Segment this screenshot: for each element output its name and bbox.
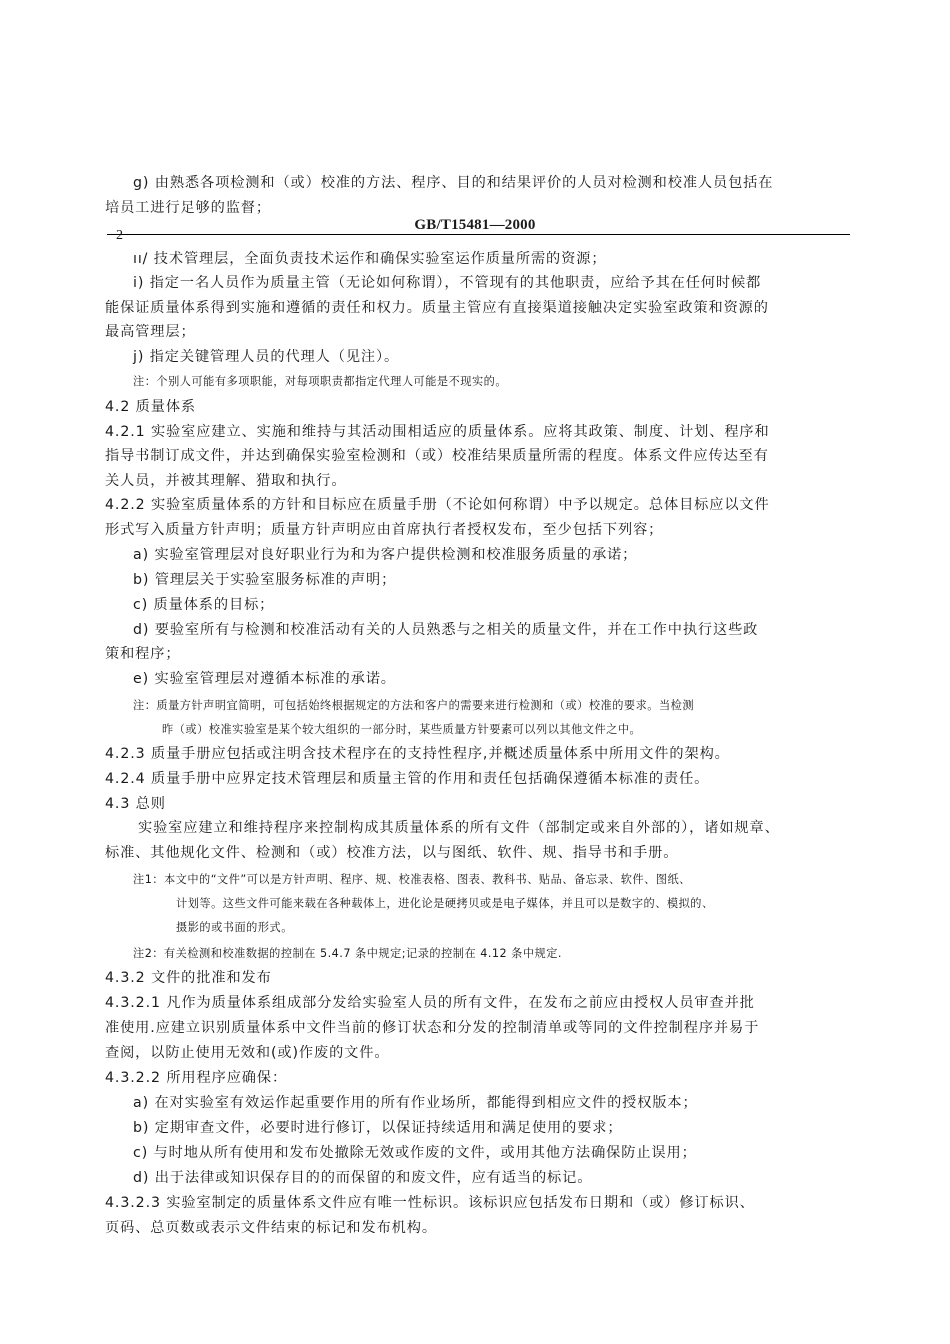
text-line: 培员工进行足够的监督； (105, 200, 271, 216)
list-item: a) 实验室管理层对良好职业行为和为客户提供检测和校准服务质量的承诺； (133, 547, 638, 563)
list-item: d) 出于法律或知识保存目的的而保留的和废文件，应有适当的标记。 (133, 1170, 593, 1186)
text-line: 能保证质量体系得到实施和遵循的责任和权力。质量主管应有直接渠道接触决定实验室政策和资源的 (105, 300, 769, 316)
text-line: 准使用.应建立识别质量体系中文件当前的修订状态和分发的控制清单或等同的文件控制程序并易于 (105, 1020, 760, 1036)
text-line: 关人员，并被其理解、猎取和执行。 (105, 473, 347, 489)
note-line: 昨（或）校准实验室是某个较大组织的一部分时，某些质量方针要素可以列以其他文件之中。 (162, 723, 642, 736)
list-item: e) 实验室管理层对遵循本标准的承诺。 (133, 671, 396, 687)
text-line: 4.2.3 质量手册应包括或注明含技术程序在的支持性程序,并概述质量体系中所用文件的架构。 (105, 746, 730, 762)
text-line: 4.2.2 实验室质量体系的方针和目标应在质量手册（不论如何称谓）中予以规定。总体目标应以文件 (105, 497, 770, 513)
list-item: d) 要验室所有与检测和校准活动有关的人员熟悉与之相关的质量文件，并在工作中执行这些政 (133, 622, 759, 638)
page-number: 2 (116, 228, 123, 243)
text-line: i) 指定一名人员作为质量主管（无论如何称谓），不管现有的其他职责，应给予其在任何时候都 (133, 275, 762, 291)
note-line: 注：质量方针声明宜简明，可包括始终根据规定的方法和客户的需要来进行检测和（或）校准的要求。当检测 (133, 699, 695, 712)
section-heading: 4.3.2.2 所用程序应确保： (105, 1070, 288, 1086)
note-line: 注：个别人可能有多项职能，对每项职责都指定代理人可能是不现实的。 (133, 375, 508, 388)
text-line: 4.2.4 质量手册中应界定技术管理层和质量主管的作用和责任包括确保遵循本标准的责任。 (105, 771, 710, 787)
list-item: c) 质量体系的目标； (133, 597, 275, 613)
text-line: 形式写入质量方针声明；质量方针声明应由首席执行者授权发布，至少包括下列容； (105, 522, 664, 538)
text-line: j) 指定关键管理人员的代理人（见注）。 (133, 349, 400, 365)
list-item: a) 在对实验室有效运作起重要作用的所有作业场所，都能得到相应文件的授权版本； (133, 1095, 698, 1111)
text-line: 4.2.1 实验室应建立、实施和维持与其活动围相适应的质量体系。应将其政策、制度、计划、程序和 (105, 424, 770, 440)
text-line: 页码、总页数或表示文件结束的标记和发布机构。 (105, 1220, 437, 1236)
standard-code-header: GB/T15481—2000 (414, 217, 536, 233)
note-line: 注2：有关检测和校准数据的控制在 5.4.7 条中规定;记录的控制在 4.12 条中规定. (133, 947, 562, 960)
note-line: 摄影的或书面的形式。 (176, 921, 293, 934)
text-line: 实验室应建立和维持程序来控制构成其质量体系的所有文件（部制定或来自外部的），诸如规章、 (138, 820, 780, 836)
text-line: 最高管理层； (105, 324, 196, 340)
text-line: 4.3.2.1 凡作为质量体系组成部分发给实验室人员的所有文件，在发布之前应由授权人员审查并批 (105, 995, 755, 1011)
text-line: 指导书制订成文件，并达到确保实验室检测和（或）校准结果质量所需的程度。体系文件应传达至有 (105, 448, 769, 464)
note-line: 注1：本文中的“文件”可以是方针声明、程序、规、校准表格、图表、教科书、贴品、备忘录、软件、图纸、 (133, 873, 691, 886)
list-item: b) 管理层关于实验室服务标准的声明； (133, 572, 397, 588)
text-line: 4.3.2.3 实验室制定的质量体系文件应有唯一性标识。该标识应包括发布日期和（或）修订标识、 (105, 1195, 755, 1211)
text-line: 查阅，以防止使用无效和(或)作废的文件。 (105, 1045, 390, 1061)
list-item: b) 定期审查文件，必要时进行修订，以保证持续适用和满足使用的要求； (133, 1120, 623, 1136)
list-item: c) 与时地从所有使用和发布处撤除无效或作废的文件，或用其他方法确保防止误用； (133, 1145, 697, 1161)
section-heading: 4.3.2 文件的批准和发布 (105, 970, 272, 986)
note-line: 计划等。这些文件可能来载在各种载体上，进化论是硬拷贝或是电子媒体，并且可以是数字的、模拟的、 (176, 897, 714, 910)
section-heading: 4.3 总则 (105, 796, 166, 812)
text-line: 标准、其他规化文件、检测和（或）校准方法，以与图纸、软件、规、指导书和手册。 (105, 845, 679, 861)
text-line: g) 由熟悉各项检测和（或）校准的方法、程序、目的和结果评价的人员对检测和校准人员包括在 (133, 175, 774, 191)
section-heading: 4.2 质量体系 (105, 399, 197, 415)
text-line: 策和程序； (105, 646, 181, 662)
header-rule (107, 234, 850, 235)
text-line: ıı/ 技术管理层，全面负责技术运作和确保实验室运作质量所需的资源； (133, 251, 607, 267)
